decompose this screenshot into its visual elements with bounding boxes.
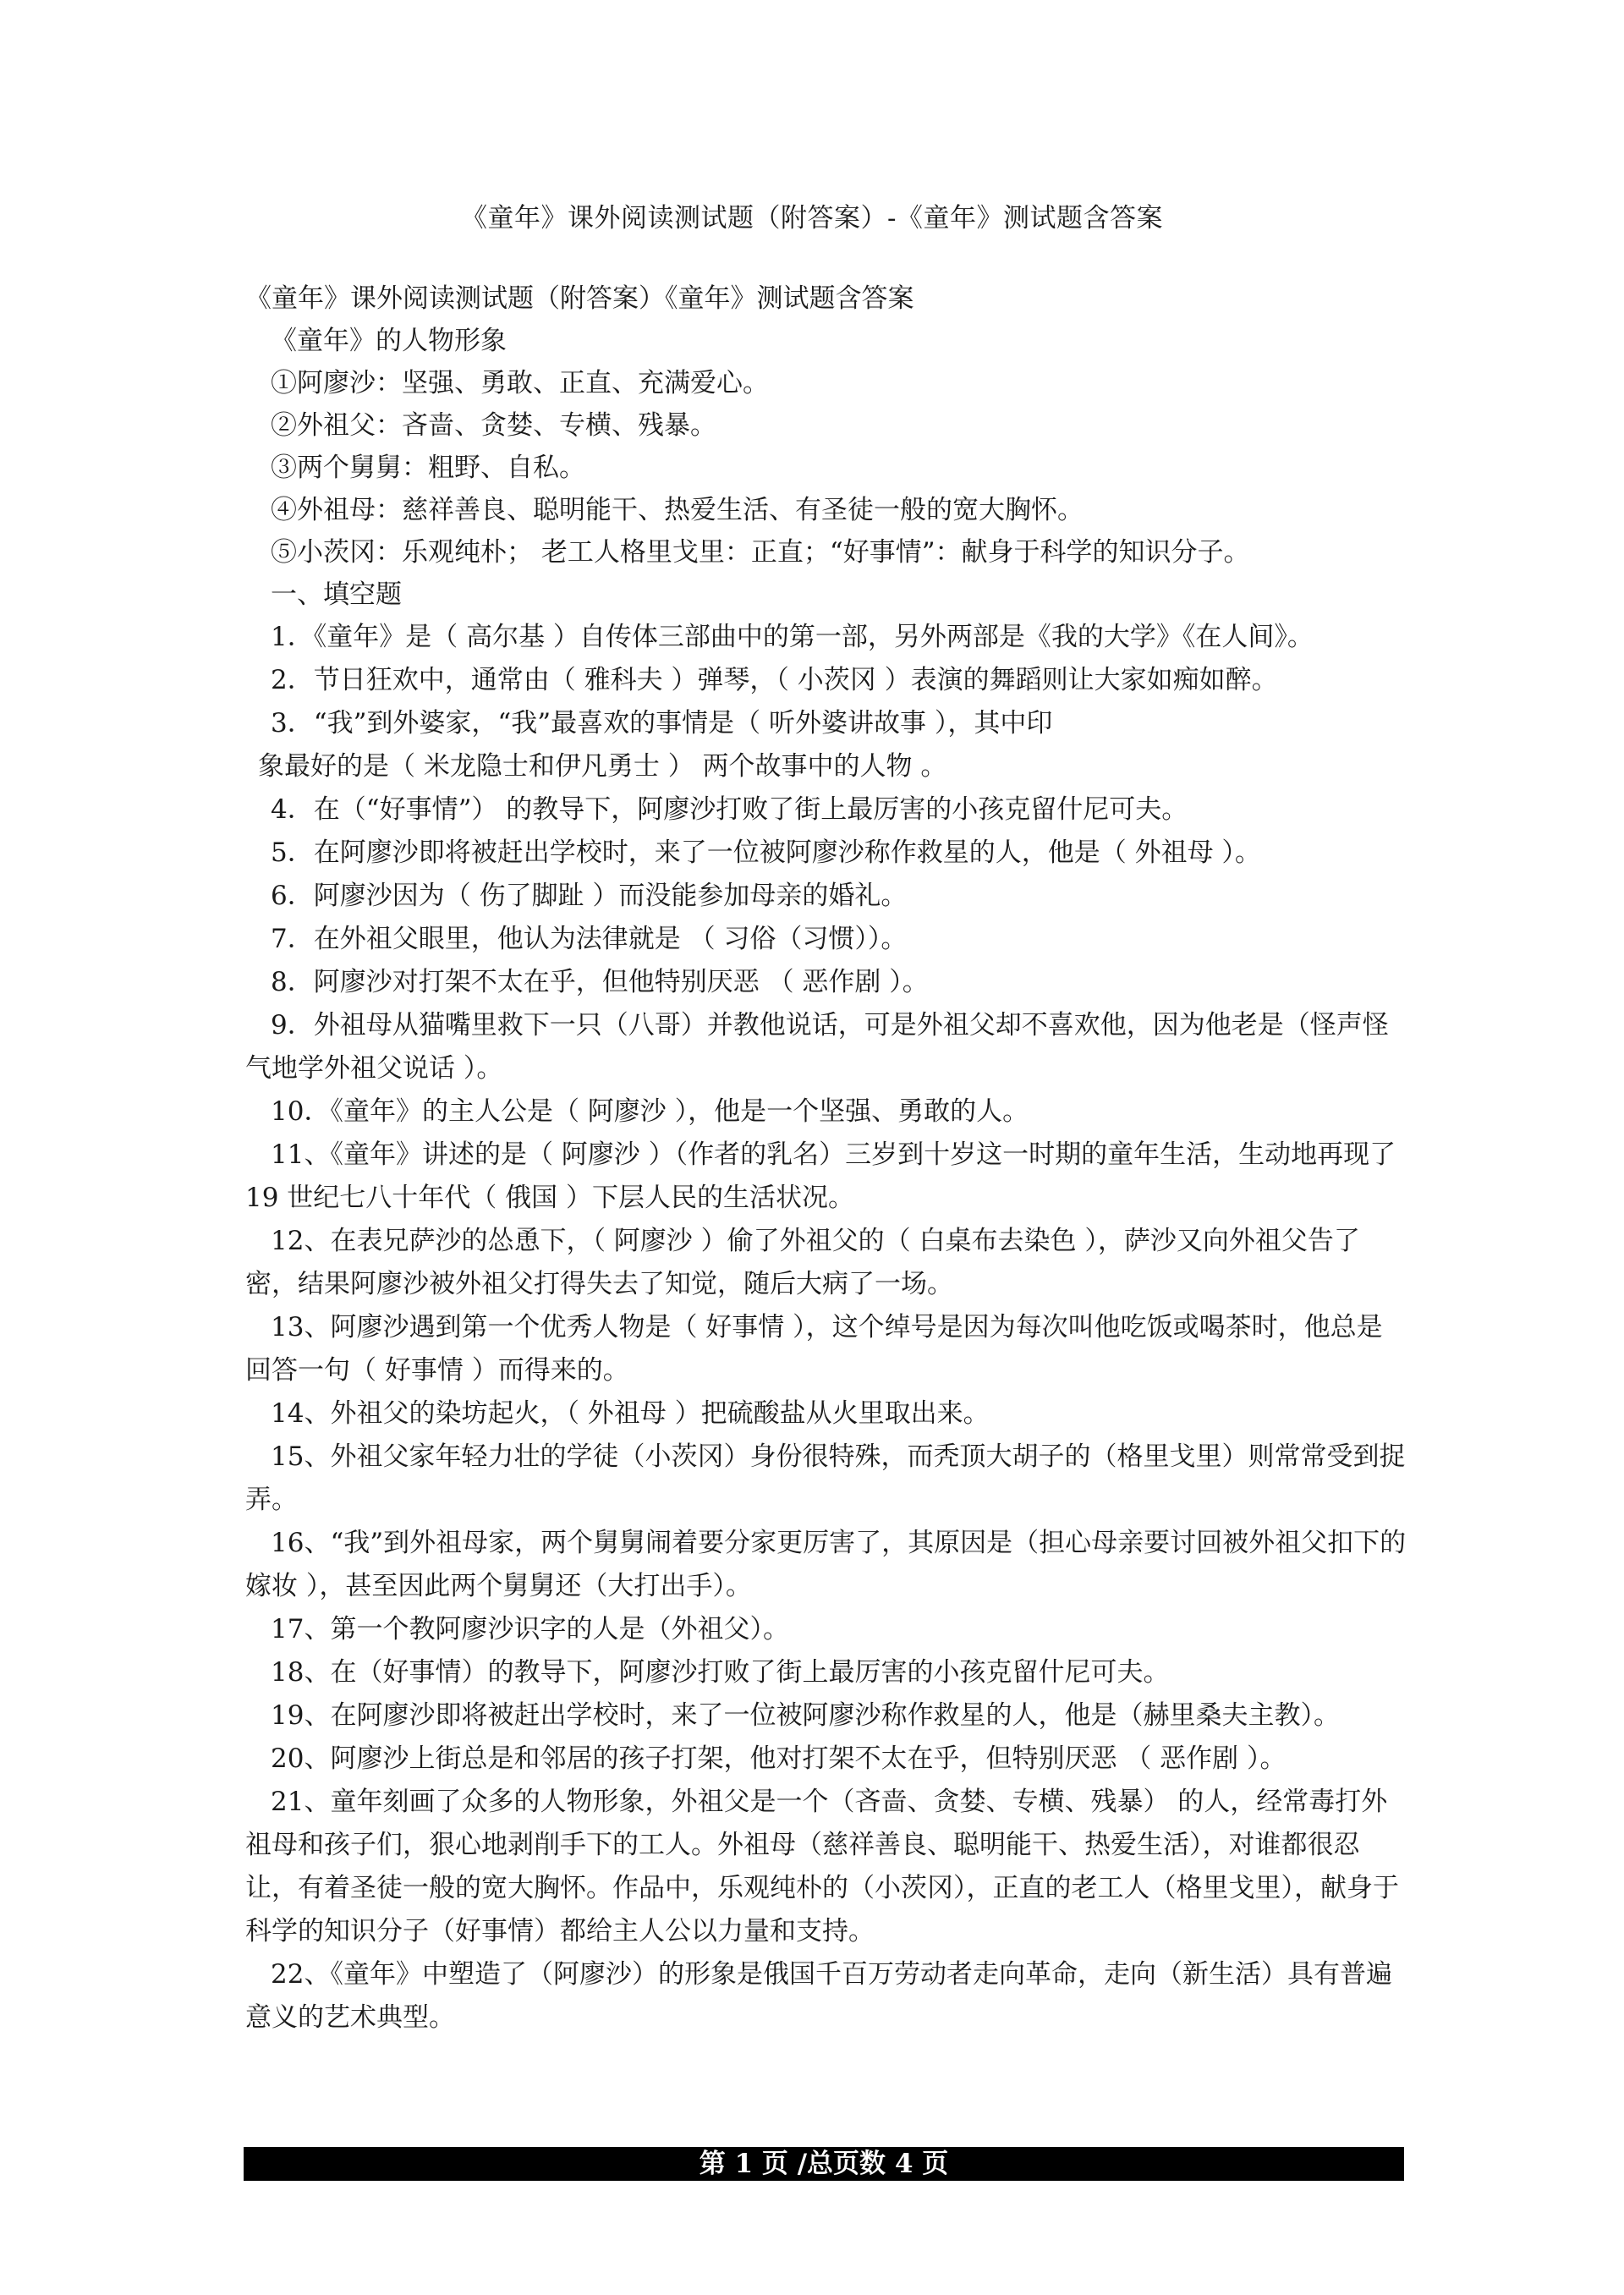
page-footer: 第 1 页 /总页数 4 页: [244, 2147, 1404, 2181]
character-line: ①阿廖沙：坚强、勇敢、正直、充满爱心。: [271, 368, 769, 398]
question-item: 21、童年刻画了众多的人物形象，外祖父是一个（吝啬、贪婪、专横、残暴） 的人，经常毒打外祖母和孩子们，狠心地剥削手下的工人。外祖母（慈祥善良、聪明能干、热爱生活），对谁都很忍让，有着圣徒一般的宽大胸怀。作品中，乐观纯朴的（小茨冈），正直的老工人（格里戈里），献身于科学的知识分子（好事情）都给主人公以力量和支持。: [245, 1787, 1399, 1946]
question-item: 10．《童年》的主人公是（ 阿廖沙 ），他是一个坚强、勇敢的人。: [271, 1096, 1029, 1127]
question-item: 12、在表兄萨沙的怂恿下，（ 阿廖沙 ）偷了外祖父的（ 白桌布去染色 ），萨沙又向外祖父告了密，结果阿廖沙被外祖父打得失去了知觉，随后大病了一场。: [245, 1226, 1360, 1299]
question-item: 14、外祖父的染坊起火，（ 外祖母 ）把硫酸盐从火里取出来。: [271, 1398, 990, 1429]
question-item: 19、在阿廖沙即将被赶出学校时，来了一位被阿廖沙称作救星的人，他是（赫里桑夫主教）。: [271, 1700, 1340, 1731]
question-item: 22、《童年》中塑造了（阿廖沙）的形象是俄国千百万劳动者走向革命，走向（新生活）具有普遍意义的艺术典型。: [245, 1959, 1392, 2033]
question-item: 2．节日狂欢中，通常由（ 雅科夫 ）弹琴，（ 小茨冈 ）表演的舞蹈则让大家如痴如醉。: [271, 665, 1278, 695]
question-item: 9．外祖母从猫嘴里救下一只（八哥）并教他说话，可是外祖父却不喜欢他，因为他老是（怪声怪气地学外祖父说话 ）。: [245, 1010, 1389, 1084]
section-heading: 一、填空题: [271, 579, 402, 610]
question-item: 17、第一个教阿廖沙识字的人是（外祖父）。: [271, 1614, 789, 1644]
section-heading: 《童年》的人物形象: [271, 326, 507, 356]
question-item: 6．阿廖沙因为（ 伤了脚趾 ）而没能参加母亲的婚礼。: [271, 881, 908, 911]
page-title: 《童年》课外阅读测试题（附答案）-《童年》测试题含答案: [461, 203, 1163, 233]
question-item: 20、阿廖沙上街总是和邻居的孩子打架，他对打架不太在乎，但特别厌恶 （ 恶作剧 ）。: [271, 1743, 1287, 1774]
question-item: 18、在（好事情）的教导下，阿廖沙打败了街上最厉害的小孩克留什尼可夫。: [271, 1657, 1170, 1688]
question-item: 16、“我”到外祖母家，两个舅舅闹着要分家更厉害了，其原因是（担心母亲要讨回被外祖父扣下的嫁妆 ），甚至因此两个舅舅还（大打出手）。: [245, 1528, 1407, 1601]
question-item: 5．在阿廖沙即将被赶出学校时，来了一位被阿廖沙称作救星的人，他是（ 外祖母 ）。: [271, 837, 1261, 868]
document-body: [245, 277, 1408, 2040]
question-item: 1．《童年》是（ 高尔基 ）自传体三部曲中的第一部，另外两部是《我的大学》《在人间》。: [271, 622, 1314, 652]
character-line: ④外祖母：慈祥善良、聪明能干、热爱生活、有圣徒一般的宽大胸怀。: [271, 495, 1084, 525]
question-item: 15、外祖父家年轻力壮的学徒（小茨冈）身份很特殊，而秃顶大胡子的（格里戈里）则常常受到捉弄。: [245, 1441, 1406, 1515]
question-item: 3．“我”到外婆家，“我”最喜欢的事情是（ 听外婆讲故事 ），其中印: [271, 708, 1053, 738]
character-line: ⑤小茨冈：乐观纯朴； 老工人格里戈里：正直；“好事情”：献身于科学的知识分子。: [271, 537, 1250, 568]
question-item: 13、阿廖沙遇到第一个优秀人物是（ 好事情 ），这个绰号是因为每次叫他吃饭或喝茶时，他总是回答一句（ 好事情 ）而得来的。: [245, 1312, 1383, 1386]
question-item-continued: 象最好的是（ 米龙隐士和伊凡勇士 ） 两个故事中的人物 。: [258, 751, 947, 782]
character-line: ③两个舅舅：粗野、自私。: [271, 453, 585, 483]
question-item: 7．在外祖父眼里，他认为法律就是 （ 习俗（习惯））。: [271, 924, 908, 954]
question-item: 11、《童年》讲述的是（ 阿廖沙 ）（作者的乳名）三岁到十岁这一时期的童年生活，生动地再现了 19 世纪七八十年代（ 俄国 ）下层人民的生活状况。: [245, 1139, 1396, 1213]
question-item: 4．在（“好事情”） 的教导下，阿廖沙打败了街上最厉害的小孩克留什尼可夫。: [271, 794, 1188, 825]
question-item: 8．阿廖沙对打架不太在乎，但他特别厌恶 （ 恶作剧 ）。: [271, 967, 929, 997]
doc-heading: 《童年》课外阅读测试题（附答案）《童年》测试题含答案: [245, 283, 914, 314]
character-line: ②外祖父：吝啬、贪婪、专横、残暴。: [271, 410, 716, 441]
